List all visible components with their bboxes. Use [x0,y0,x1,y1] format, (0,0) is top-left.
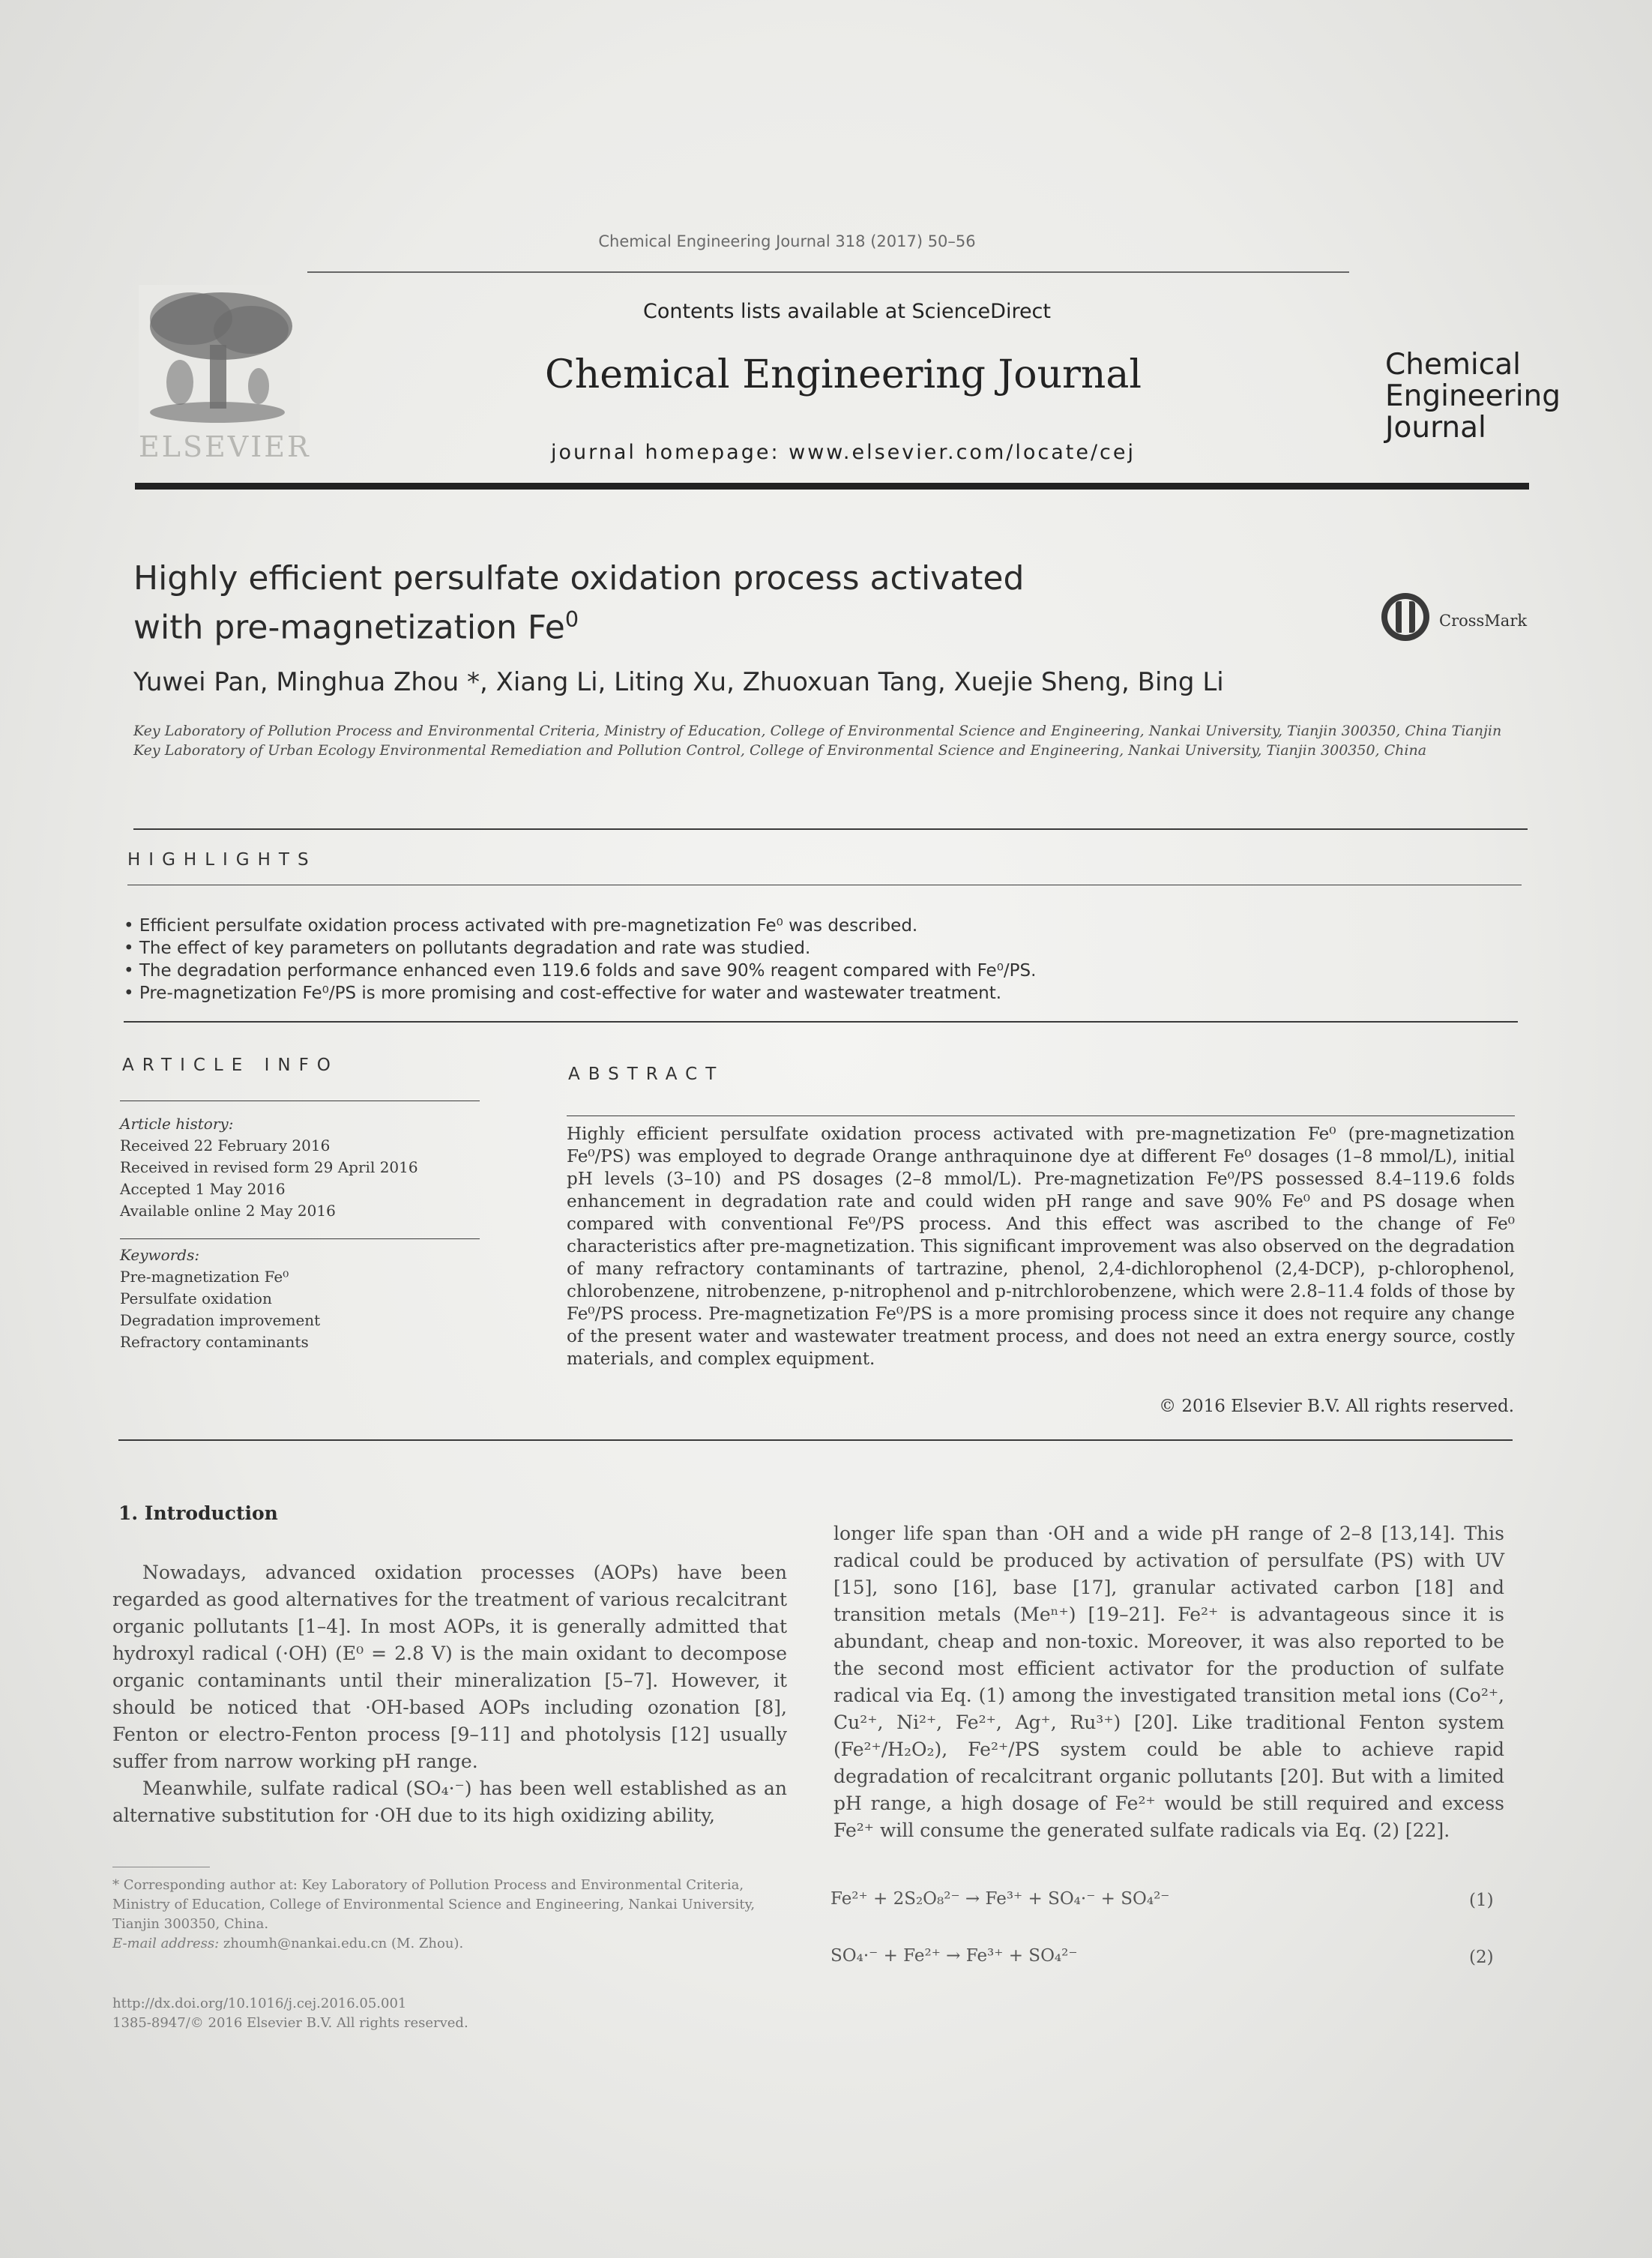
article-info-heading: ARTICLE INFO [122,1056,339,1075]
article-history [120,1113,480,1222]
highlight-item: • Pre-magnetization Fe⁰/PS is more promising and cost-effective for water and wastewater treatment. [124,984,1002,1003]
top-thin-rule [307,271,1349,273]
history-item: Accepted 1 May 2016 [120,1180,286,1198]
equation-2: SO₄·⁻ + Fe²⁺ → Fe³⁺ + SO₄²⁻ [830,1946,1078,1966]
keyword-item: Refractory contaminants [120,1333,309,1351]
journal-title-block [1385,349,1561,444]
history-item: Available online 2 May 2016 [120,1202,336,1220]
history-label: Article history: [120,1115,234,1133]
title-superscript: 0 [564,606,579,632]
journal-title-line: Engineering [1385,379,1561,413]
abstract-heading: ABSTRACT [568,1065,725,1084]
history-item: Received in revised form 29 April 2016 [120,1158,418,1176]
journal-title-line: Chemical [1385,348,1521,382]
keyword-item: Degradation improvement [120,1311,321,1329]
journal-homepage: journal homepage: www.elsevier.com/locate/cej [550,441,1136,464]
highlight-item: • The effect of key parameters on pollutants degradation and rate was studied. [124,939,811,958]
highlight-item: • Efficient persulfate oxidation process activated with pre-magnetization Fe⁰ was described. [124,916,918,936]
issn-copyright: 1385-8947/© 2016 Elsevier B.V. All rights reserved. [112,2015,468,2031]
doi-block [112,1994,787,2033]
footnote-corresponding: * Corresponding author at: Key Laboratory of Pollution Process and Environmental Criteria, Ministry of Education, College of Environmental Science and Engineering, Nankai University, Tianjin 300350, China. [112,1877,756,1932]
title-line-2: with pre-magnetization Fe [133,608,565,647]
doi-link[interactable]: http://dx.doi.org/10.1016/j.cej.2016.05.001 [112,1996,407,2011]
highlights-heading: HIGHLIGHTS [127,850,317,870]
paragraph: Nowadays, advanced oxidation processes (AOPs) have been regarded as good alternatives for the treatment of various recalcitrant organic pollutants [1–4]. In most AOPs, it is generally admitted that hydroxyl radical (·OH) (E⁰ = 2.8 V) is the main oxidant to decompose organic contaminants until their mineralization [5–7]. However, it should be noticed that ·OH-based AOPs including ozonation [8], Fenton or electro-Fenton process [9–11] and photolysis [12] usually suffer from narrow working pH range. [112,1562,787,1772]
highlight-item: • The degradation performance enhanced even 119.6 folds and save 90% reagent compared with Fe⁰/PS. [124,961,1037,981]
highlights-list [124,915,1548,1005]
journal-title-line: Journal [1385,411,1486,445]
equation-1-number: (1) [1469,1891,1494,1910]
corresponding-author-footnote [112,1876,787,1954]
keyword-item: Pre-magnetization Fe⁰ [120,1268,289,1286]
header-thick-rule [135,483,1529,490]
keywords-label: Keywords: [120,1246,200,1264]
article-title [133,559,1258,648]
keywords-block [120,1244,480,1353]
equation-2-number: (2) [1469,1948,1494,1967]
affiliations: Key Laboratory of Pollution Process and Environmental Criteria, Ministry of Education, College of Environmental Science and Engineering, Nankai University, Tianjin 300350, China Tianjin Key Laboratory of Urban Ecology Environmental Remediation and Pollution Control, College of Environmental Science and Engineering, Nankai University, Tianjin 300350, China [133,723,1502,759]
history-item: Received 22 February 2016 [120,1136,331,1154]
email-label: E-mail address: [112,1936,220,1951]
abstract-copyright: © 2016 Elsevier B.V. All rights reserved. [1159,1397,1514,1416]
keyword-item: Persulfate oxidation [120,1289,272,1307]
crossmark-label[interactable]: CrossMark [1439,612,1528,630]
intro-column-left [112,1559,787,1829]
paragraph: longer life span than ·OH and a wide pH range of 2–8 [13,14]. This radical could be produced by activation of persulfate (PS) with UV [15], sono [16], base [17], granular activated carbon [18] and transition metals (Meⁿ⁺) [19–21]. Fe²⁺ is advantageous since it is abundant, cheap and non-toxic. Moreover, it was also reported to be the second most efficient activator for the production of sulfate radical via Eq. (1) among the investigated transition metal ions (Co²⁺, Cu²⁺, Ni²⁺, Fe²⁺, Ag⁺, Ru³⁺) [20]. Like traditional Fenton system (Fe²⁺/H₂O₂), Fe²⁺/PS system could be able to achieve rapid degradation of recalcitrant organic pollutants [20]. But with a limited pH range, a high dosage of Fe²⁺ would be still required and excess Fe²⁺ will consume the generated sulfate radicals via Eq. (2) [22]. [833,1523,1504,1841]
abstract-bottom-rule [118,1439,1513,1441]
paragraph: Meanwhile, sulfate radical (SO₄·⁻) has been well established as an alternative substitution for ·OH due to its high oxidizing ability, [112,1777,787,1826]
author-list: Yuwei Pan, Minghua Zhou *, Xiang Li, Liting Xu, Zhuoxuan Tang, Xuejie Sheng, Bing Li [133,667,1224,697]
abstract-text: Highly efficient persulfate oxidation process activated with pre-magnetization Fe⁰ (pre-magnetization Fe⁰/PS) was employed to degrade Orange anthraquinone dye at different Fe⁰ dosages (1–8 mmol/L), initial pH levels (3–10) and PS dosages (2–8 mmol/L). Pre-magnetization Fe⁰/PS possessed 8.4–119.6 folds enhancement in degradation rate and could widen pH range and save 90% Fe⁰ and PS dosage when compared with conventional Fe⁰/PS process. And this effect was ascribed to the change of Fe⁰ characteristics after pre-magnetization. This significant improvement was also observed on the degradation of many refractory contaminants of tartrazine, phenol, 2,4-dichlorophenol (2,4-DCP), p-chlorophenol, chlorobenzene, nitrobenzene, p-nitrophenol and p-nitrchlorobenzene, which were 2.8–11.4 folds of those by Fe⁰/PS process. Pre-magnetization Fe⁰/PS is a more promising process since it does not require any change of the present water and wastewater treatment process, and does not need an extra energy source, costly materials, and complex equipment. [567,1125,1515,1369]
section-heading-introduction: 1. Introduction [118,1502,278,1524]
journal-title: Chemical Engineering Journal [544,352,1142,397]
title-line-1: Highly efficient persulfate oxidation process activated [133,559,1025,597]
highlights-bottom-rule [124,1021,1518,1023]
equation-1: Fe²⁺ + 2S₂O₈²⁻ → Fe³⁺ + SO₄·⁻ + SO₄²⁻ [830,1889,1170,1909]
journal-citation: Chemical Engineering Journal 318 (2017) 50–56 [598,232,976,250]
elsevier-wordmark: ELSEVIER [139,430,311,463]
keywords-rule [120,1238,480,1239]
email-address[interactable]: zhoumh@nankai.edu.cn (M. Zhou). [223,1936,464,1951]
divider-after-affiliations [133,828,1528,830]
intro-column-right [833,1520,1504,1844]
contents-available: Contents lists available at ScienceDirect [642,300,1051,323]
